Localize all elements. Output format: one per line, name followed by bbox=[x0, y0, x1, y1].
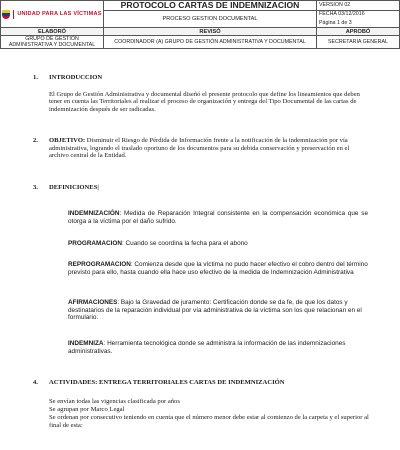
definition-term: INDEMNIZA bbox=[68, 340, 104, 347]
definition-text: : Comienza desde que la víctima no pudo hacer efectivo el cobro dentro del término previsto para ello, hasta cuando ella hace uso efectivo de la medida de Indemnización Administrativa bbox=[68, 261, 368, 276]
page-number: Página 1 de 3 bbox=[319, 20, 352, 26]
date-page-cell bbox=[317, 11, 400, 28]
logo-text: UNIDAD PARA LAS VÍCTIMAS bbox=[17, 11, 102, 17]
reviso-label: REVISÓ bbox=[104, 28, 317, 36]
section-introduccion bbox=[33, 74, 363, 113]
process-name: PROCESO GESTION DOCUMENTAL bbox=[104, 11, 317, 28]
section-title: DEFINICIONES| bbox=[49, 184, 99, 191]
definition-term: INDEMNIZACIÓN bbox=[68, 210, 120, 217]
definition-text: : Bajo la Gravedad de juramento: Certificación donde se da fe, de que los datos y destinatarios de la reparación individual por vía administrativa de la víctima son los que relacionan en el formulario. bbox=[68, 299, 362, 322]
section-actividades bbox=[33, 379, 363, 387]
document-header-table bbox=[0, 0, 400, 49]
section-number: 2. bbox=[33, 137, 38, 144]
definition-item bbox=[68, 340, 368, 355]
actividad-item: Se envían todas las vigencias clasificada por años bbox=[49, 398, 180, 405]
date-value: FECHA 03/12/2016 bbox=[319, 11, 365, 17]
section-body: El Grupo de Gestión Administrativa y documental diseñó el presente protocolo que define los lineamientos que deben tener en cuenta las Territoriales al realizar el proceso de organización y entrega del Tipo Documental de las cartas de indemnización después de ser radicadas. bbox=[49, 90, 360, 113]
reviso-value: COORDINADOR (A) GRUPO DE GESTIÓN ADMINISTRATIVA Y DOCUMENTAL bbox=[104, 36, 317, 49]
definition-item bbox=[68, 299, 368, 322]
elaboro-value: GRUPO DE GESTION ADMINISTRATIVA Y DOCUMENTAL bbox=[1, 36, 104, 49]
definition-item bbox=[68, 261, 368, 276]
section-title: INTRODUCCION bbox=[49, 74, 103, 81]
section-number: 1. bbox=[33, 74, 38, 81]
actividad-item: Se agrupan por Marco Legal bbox=[49, 406, 125, 413]
actividades-list bbox=[49, 398, 369, 430]
actividad-item: Se ordenan por consecutivo teniendo en cuenta que el número menor debe estar al comienzo de la carpeta y el superior al final de esta: bbox=[49, 414, 369, 429]
section-title: ACTIVIDADES: ENTREGA TERRITORIALES CARTAS DE INDEMNIZACIÓN bbox=[49, 379, 285, 386]
section-heading bbox=[33, 74, 363, 82]
document-title: PROTOCOLO CARTAS DE INDEMNIZACION bbox=[104, 1, 317, 11]
section-text bbox=[49, 137, 363, 160]
logo-divider bbox=[13, 10, 14, 19]
section-definiciones bbox=[33, 184, 363, 192]
definition-text: : Medida de Reparación Integral consistente en la compensación económica que se otorga a la víctima por el daño sufrido. bbox=[68, 210, 368, 225]
definition-term: REPROGRAMACION bbox=[68, 261, 131, 268]
aprobo-value: SECRETARIA GENERAL bbox=[317, 36, 400, 49]
definition-item bbox=[68, 240, 368, 248]
definition-term: AFIRMACIONES bbox=[68, 299, 118, 306]
section-number: 4. bbox=[33, 379, 38, 386]
section-heading bbox=[33, 379, 363, 387]
logo-cell bbox=[1, 1, 104, 28]
aprobo-label: APROBÓ bbox=[317, 28, 400, 36]
objetivo-body: Disminuir el Riesgo de Pérdida de Información frente a la notificación de la indemnización por vía administrativa, logrando el traslado oportuno de los documentos para su debida conservación y preservación en el archivo central de la Entidad. bbox=[49, 137, 350, 160]
section-objetivo bbox=[33, 137, 363, 160]
colombia-shield-icon bbox=[2, 10, 10, 19]
objetivo-label: OBJETIVO: bbox=[49, 137, 86, 144]
definition-term: PROGRAMACION bbox=[68, 240, 122, 247]
elaboro-label: ELABORÓ bbox=[1, 28, 104, 36]
version-value: VERSION 02 bbox=[317, 1, 400, 11]
section-number: 3. bbox=[33, 184, 38, 191]
definition-text: : Cuando se coordina la fecha para el abono bbox=[121, 240, 248, 247]
unidad-victimas-logo bbox=[1, 1, 103, 27]
section-heading bbox=[33, 137, 363, 160]
section-heading bbox=[33, 184, 363, 192]
definition-item bbox=[68, 210, 368, 225]
definition-text: : Herramienta tecnológica donde se administra la información de las indemnizaciones administrativas. bbox=[68, 340, 346, 355]
